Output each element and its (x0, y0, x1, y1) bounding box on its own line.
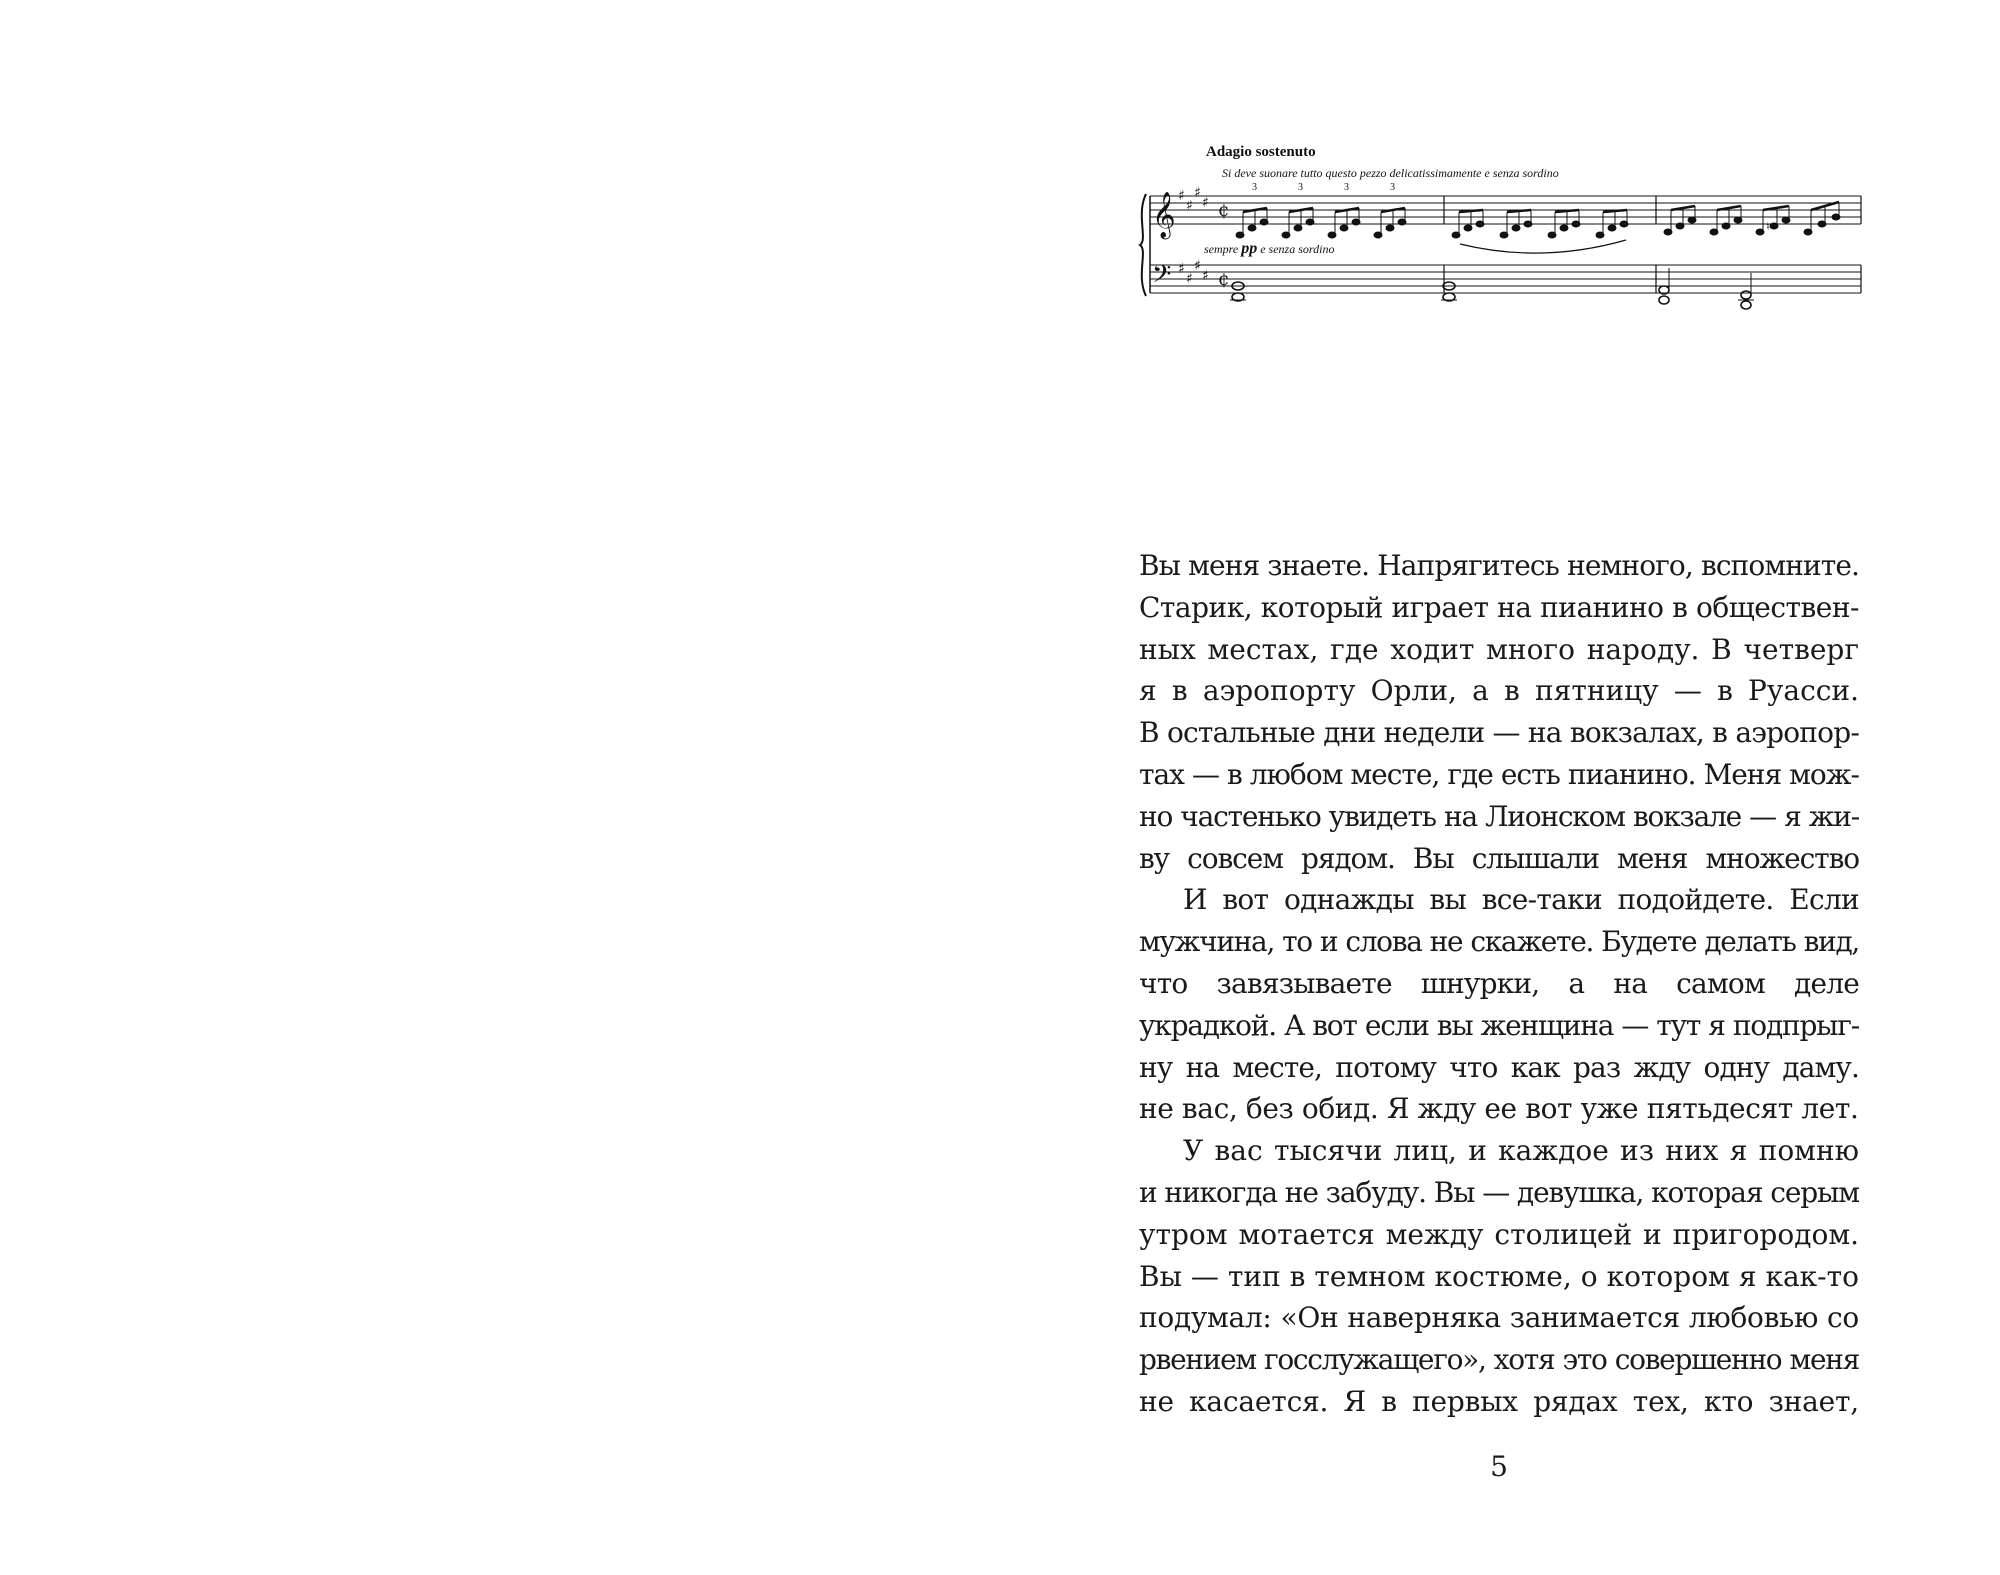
text-line: я в аэропорту Орли, а в пятницу — в Руасси. (1139, 674, 1859, 708)
text-line: ных местах, где ходит много народу. В четверг (1139, 632, 1859, 666)
dynamic-pp: pp (1241, 240, 1258, 257)
page-number: 5 (1490, 1450, 1508, 1483)
treble-time-signature: ¢ (1218, 200, 1230, 221)
bass-staff (1150, 265, 1861, 293)
text-line: но частенько увидеть на Лионском вокзале — я жи- (1139, 799, 1859, 833)
body-text (1139, 545, 1859, 1423)
svg-text:3: 3 (1252, 182, 1257, 193)
svg-text:3: 3 (1390, 182, 1395, 193)
svg-text:♯: ♯ (1194, 258, 1201, 274)
svg-text:♯: ♯ (1202, 195, 1209, 211)
music-score-excerpt (1138, 140, 1865, 320)
svg-text:♯: ♯ (1186, 271, 1193, 287)
bass-clef: 𝄢 (1152, 260, 1172, 295)
text-line: и никогда не забуду. Вы — девушка, которая серым (1139, 1175, 1859, 1209)
treble-clef: 𝄞 (1152, 192, 1176, 238)
barlines (1444, 196, 1861, 293)
text-line: рвением госслужащего», хотя это совершенно меня (1139, 1343, 1859, 1377)
tempo-marking: Adagio sostenuto (1206, 144, 1316, 160)
svg-text:♯: ♯ (1194, 185, 1201, 201)
dynamic-prefix: sempre (1204, 242, 1239, 256)
dynamic-suffix: e senza sordino (1260, 242, 1335, 256)
text-line: ву совсем рядом. Вы слышали меня множество (1139, 841, 1859, 875)
dynamic-marking (1204, 240, 1334, 258)
text-line: Старик, который играет на пианино в обществен- (1139, 590, 1859, 624)
text-line: Вы — тип в темном костюме, о котором я как-то (1139, 1259, 1859, 1293)
bass-time-signature: ¢ (1218, 269, 1230, 290)
bass-notes (1230, 268, 1754, 309)
text-line: мужчина, то и слова не скажете. Будете делать вид, (1139, 925, 1859, 959)
triplets-measure-2 (1452, 210, 1628, 253)
svg-text:♯: ♯ (1202, 268, 1209, 284)
svg-text:3: 3 (1298, 182, 1303, 193)
triplets-measure-3 (1664, 202, 1840, 235)
performance-instruction: Si deve suonare tutto questo pezzo delicatissimamente e senza sordino (1222, 166, 1559, 180)
text-line: ну на месте, потому что как раз жду одну даму. (1139, 1050, 1859, 1084)
svg-text:♯: ♯ (1178, 188, 1185, 204)
text-line: И вот однажды вы все-таки подойдете. Если (1183, 883, 1859, 917)
brace (1140, 194, 1146, 296)
svg-text:♮: ♮ (1766, 220, 1770, 233)
text-line: утром мотается между столицей и пригородом. (1139, 1217, 1859, 1251)
svg-text:♯: ♯ (1186, 198, 1193, 214)
svg-text:3: 3 (1344, 182, 1349, 193)
text-line: Вы меня знаете. Напрягитесь немного, вспомните. (1139, 549, 1859, 582)
svg-text:♯: ♯ (1178, 261, 1185, 277)
text-line: тах — в любом месте, где есть пианино. Меня мож- (1139, 757, 1859, 791)
text-line: В остальные дни недели — на вокзалах, в аэропор- (1139, 716, 1859, 750)
text-line: не вас, без обид. Я жду ее вот уже пятьдесят лет. (1139, 1092, 1859, 1126)
text-line: не касается. Я в первых рядах тех, кто знает, (1139, 1384, 1859, 1418)
text-line: подумал: «Он наверняка занимается любовью со (1139, 1301, 1859, 1335)
text-line: украдкой. А вот если вы женщина — тут я подпрыг- (1139, 1008, 1859, 1042)
bass-key-signature (1178, 258, 1209, 287)
text-line: У вас тысячи лиц, и каждое из них я помню (1183, 1134, 1859, 1168)
text-line: что завязываете шнурки, а на самом деле (1139, 966, 1859, 1000)
